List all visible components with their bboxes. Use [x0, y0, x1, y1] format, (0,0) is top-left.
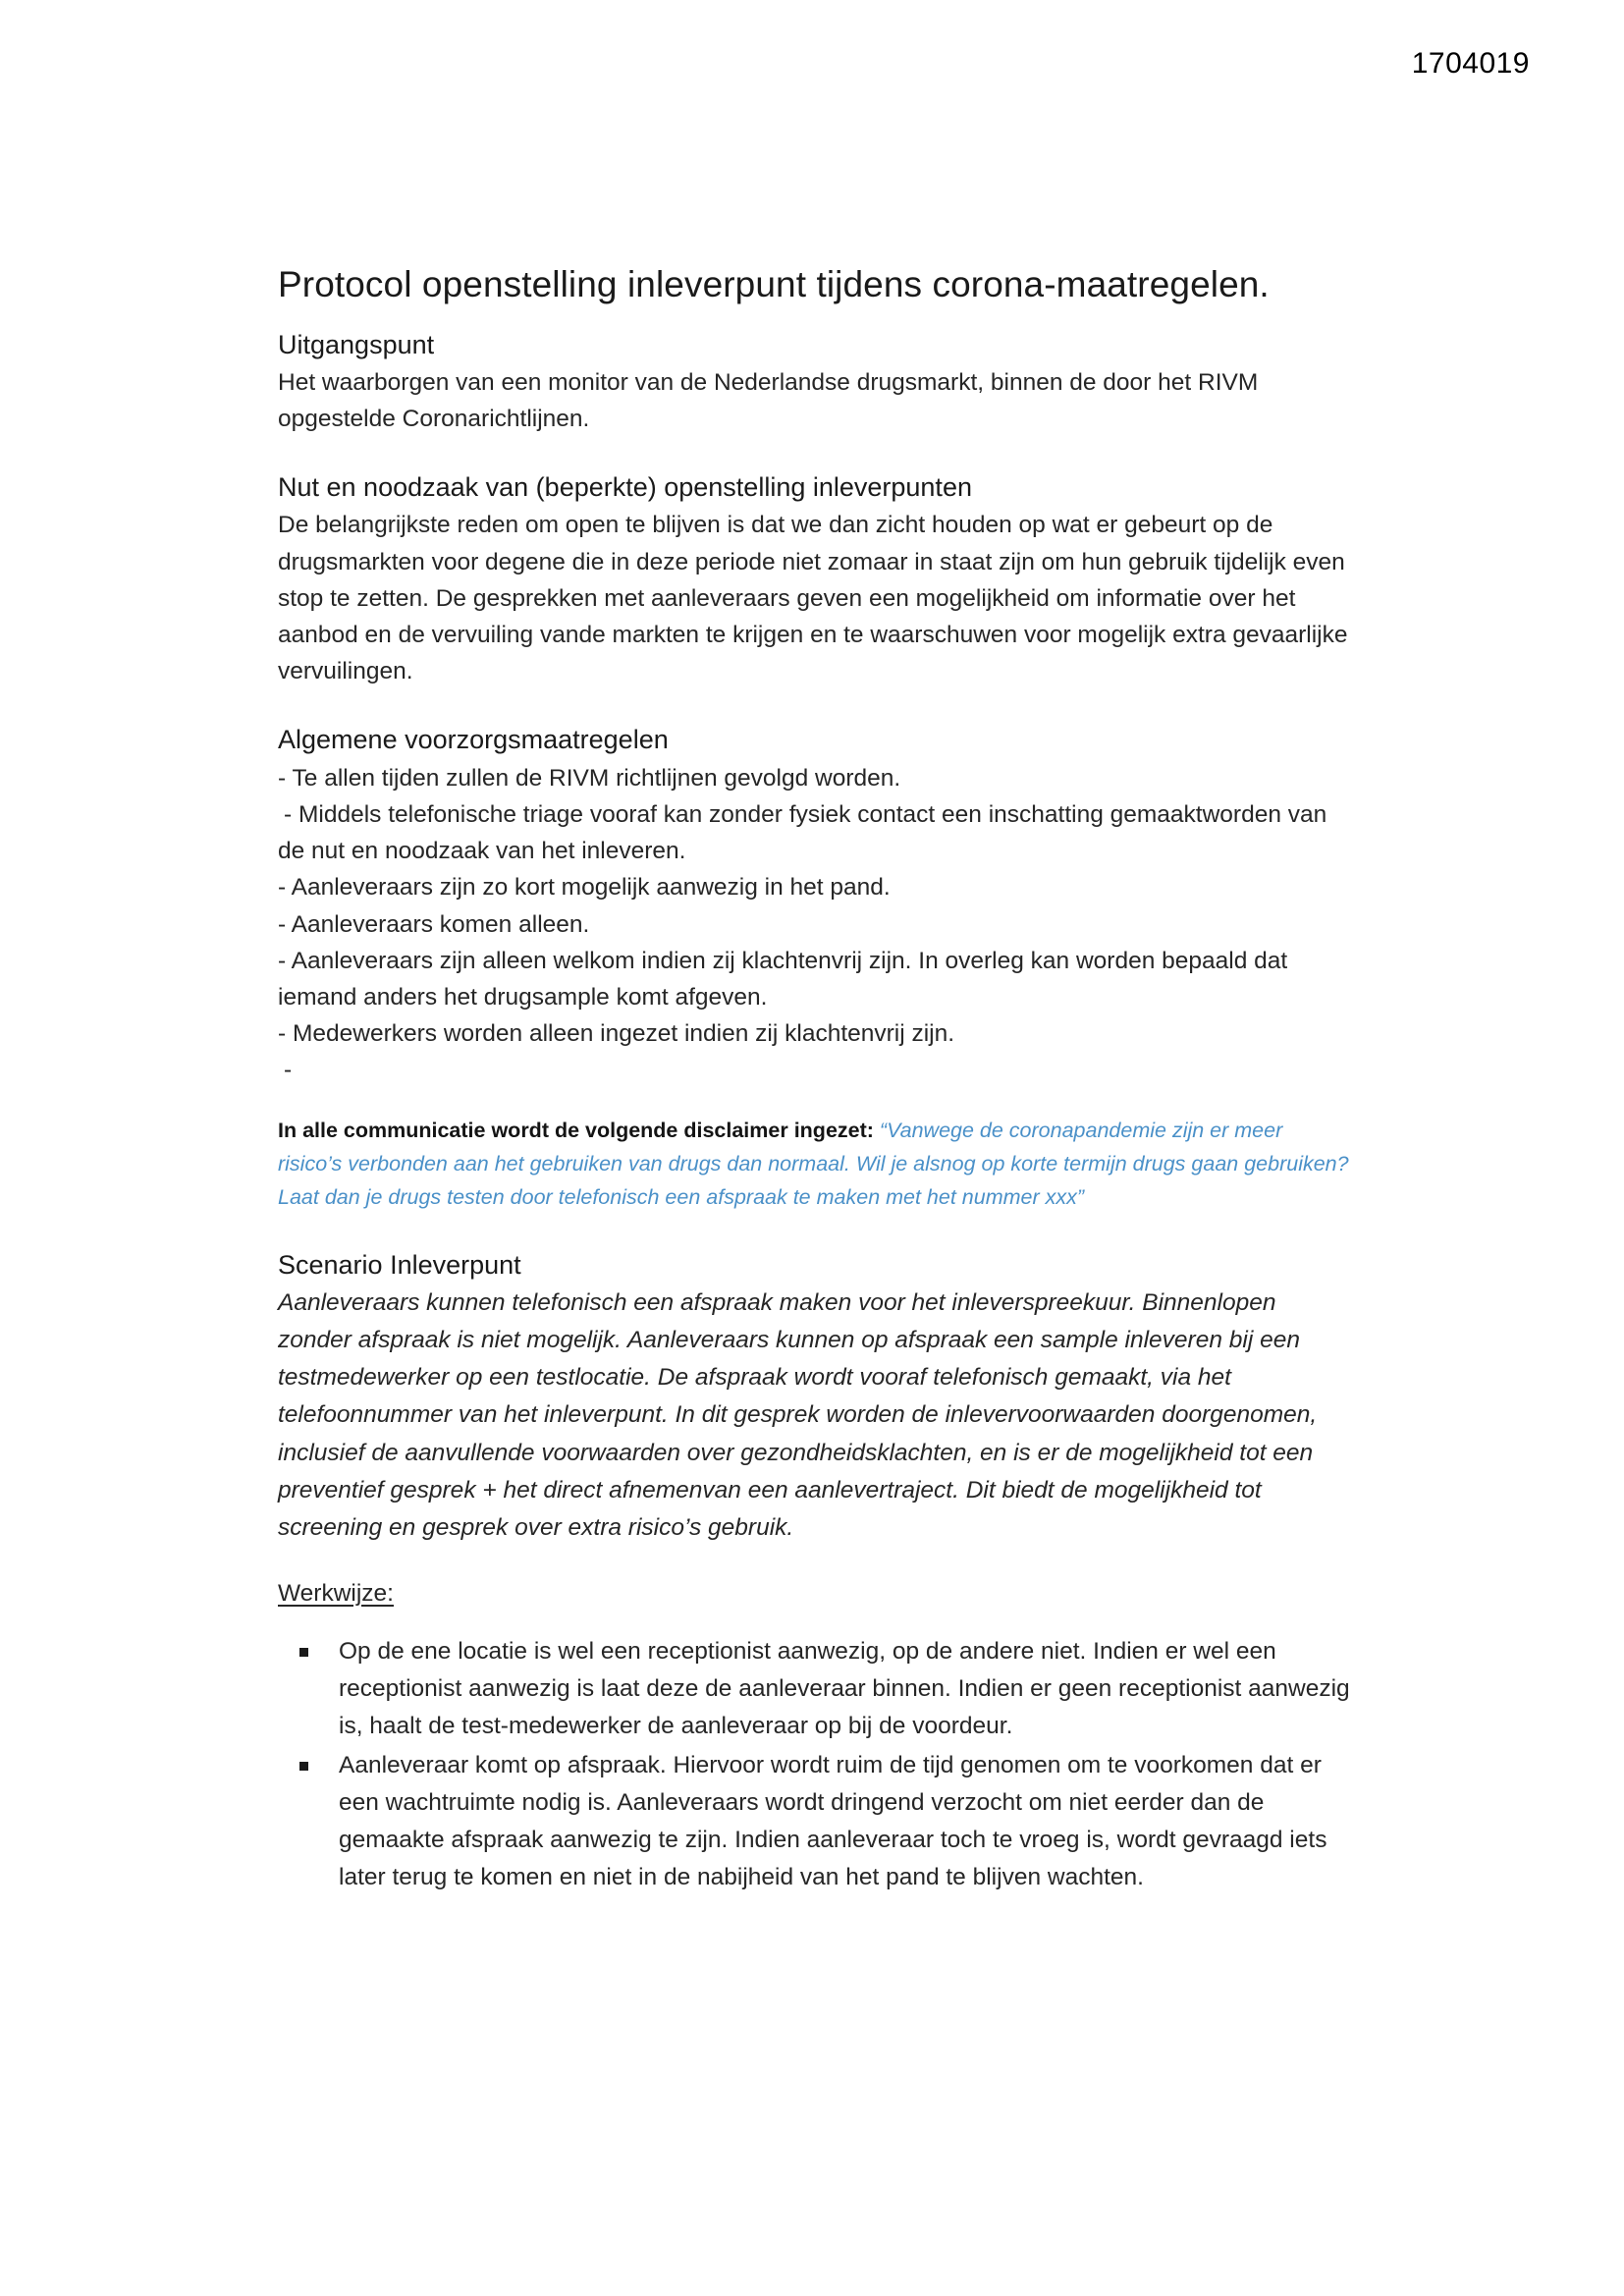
section-heading-scenario-inleverpunt: Scenario Inleverpunt — [278, 1249, 521, 1280]
werkwijze-heading-wrapper — [278, 1580, 1352, 1608]
document-content — [278, 263, 1352, 1898]
disclaimer-quote-text: “Vanwege de coronapandemie zijn er meer risico’s verbonden aan het gebruiken van drugs dan normaal. Wil je alsnog op korte termijn drugs gaan gebruiken? Laat dan je drugs testen door telefonisch een afspraak te maken met het nummer xxx” — [278, 1118, 1349, 1209]
document-number-header: 1704019 — [1411, 47, 1530, 80]
list-werkwijze — [278, 1633, 1352, 1896]
section-heading-uitgangspunt: Uitgangspunt — [278, 329, 435, 359]
section-heading-werkwijze: Werkwijze: — [278, 1580, 394, 1608]
list-item: - Medewerkers worden alleen ingezet indien zij klachtenvrij zijn. — [278, 1020, 955, 1048]
section-heading-algemene-voorzorgsmaatregelen: Algemene voorzorgsmaatregelen — [278, 725, 669, 755]
list-item-label: Op de ene locatie is wel een receptionist aanwezig, op de andere niet. Indien er wel een receptionist aanwezig is laat deze de aanleveraar binnen. Indien er geen receptionist aanwezig is, haalt de test-medewerker de aanleveraar op bij de voordeur. — [339, 1638, 1350, 1740]
paragraph-nut-en-noodzaak: De belangrijkste reden om open te blijven is dat we dan zicht houden op wat er gebeurt op de drugsmarkten voor degene die in deze periode niet zomaar in staat zijn om hun gebruik tijdelijk even stop te zetten. De gesprekken met aanleveraars geven een mogelijkheid om informatie over het aanbod en de vervuiling vande markten te krijgen en te waarschuwen voor mogelijk extra gevaarlijke vervuilingen. — [278, 512, 1348, 685]
list-voorzorgsmaatregelen — [278, 760, 1352, 1089]
square-bullet-icon — [299, 1648, 308, 1657]
list-item: - Te allen tijden zullen de RIVM richtlijnen gevolgd worden. — [278, 764, 901, 792]
list-item: - Aanleveraars zijn alleen welkom indien zij klachtenvrij zijn. In overleg kan worden bepaald dat iemand anders het drugsample komt afgeven. — [278, 947, 1288, 1011]
section-heading-nut-en-noodzaak: Nut en noodzaak van (beperkte) openstelling inleverpunten — [278, 472, 972, 503]
disclaimer-paragraph — [278, 1115, 1352, 1215]
list-item — [278, 1747, 1352, 1896]
square-bullet-icon — [299, 1762, 308, 1771]
list-item: - Middels telefonische triage vooraf kan zonder fysiek contact een inschatting gemaaktworden van de nut en noodzaak van het inleveren. — [278, 800, 1327, 865]
page-title: Protocol openstelling inleverpunt tijdens corona-maatregelen. — [278, 264, 1270, 304]
disclaimer-lead-text: In alle communicatie wordt de volgende disclaimer ingezet: — [278, 1118, 874, 1142]
list-item-empty: - — [284, 1057, 293, 1084]
paragraph-uitgangspunt: Het waarborgen van een monitor van de Nederlandse drugsmarkt, binnen de door het RIVM opgestelde Coronarichtlijnen. — [278, 368, 1259, 432]
paragraph-scenario-inleverpunt: Aanleveraars kunnen telefonisch een afspraak maken voor het inleverspreekuur. Binnenlopen zonder afspraak is niet mogelijk. Aanleveraars kunnen op afspraak een sample inleveren bij een testmedewerker op een testlocatie. De afspraak wordt vooraf telefonisch gemaakt, via het telefoonnummer van het inleverpunt. In dit gesprek worden de inlevervoorwaarden doorgenomen, inclusief de aanvullende voorwaarden over gezondheidsklachten, en is er de mogelijkheid tot een preventief gesprek + het direct afnemenvan een aanlevertraject. Dit biedt de mogelijkheid tot screening en gesprek over extra risico’s gebruik. — [278, 1288, 1318, 1541]
list-item: - Aanleveraars komen alleen. — [278, 910, 590, 938]
list-item-label: Aanleveraar komt op afspraak. Hiervoor wordt ruim de tijd genomen om te voorkomen dat er een wachtruimte nodig is. Aanleveraars wordt dringend verzocht om niet eerder dan de gemaakte afspraak aanwezig te zijn. Indien aanleveraar toch te vroeg is, wordt gevraagd iets later terug te komen en niet in de nabijheid van het pand te blijven wachten. — [339, 1752, 1327, 1891]
list-item — [278, 1633, 1352, 1745]
list-item: - Aanleveraars zijn zo kort mogelijk aanwezig in het pand. — [278, 874, 891, 902]
